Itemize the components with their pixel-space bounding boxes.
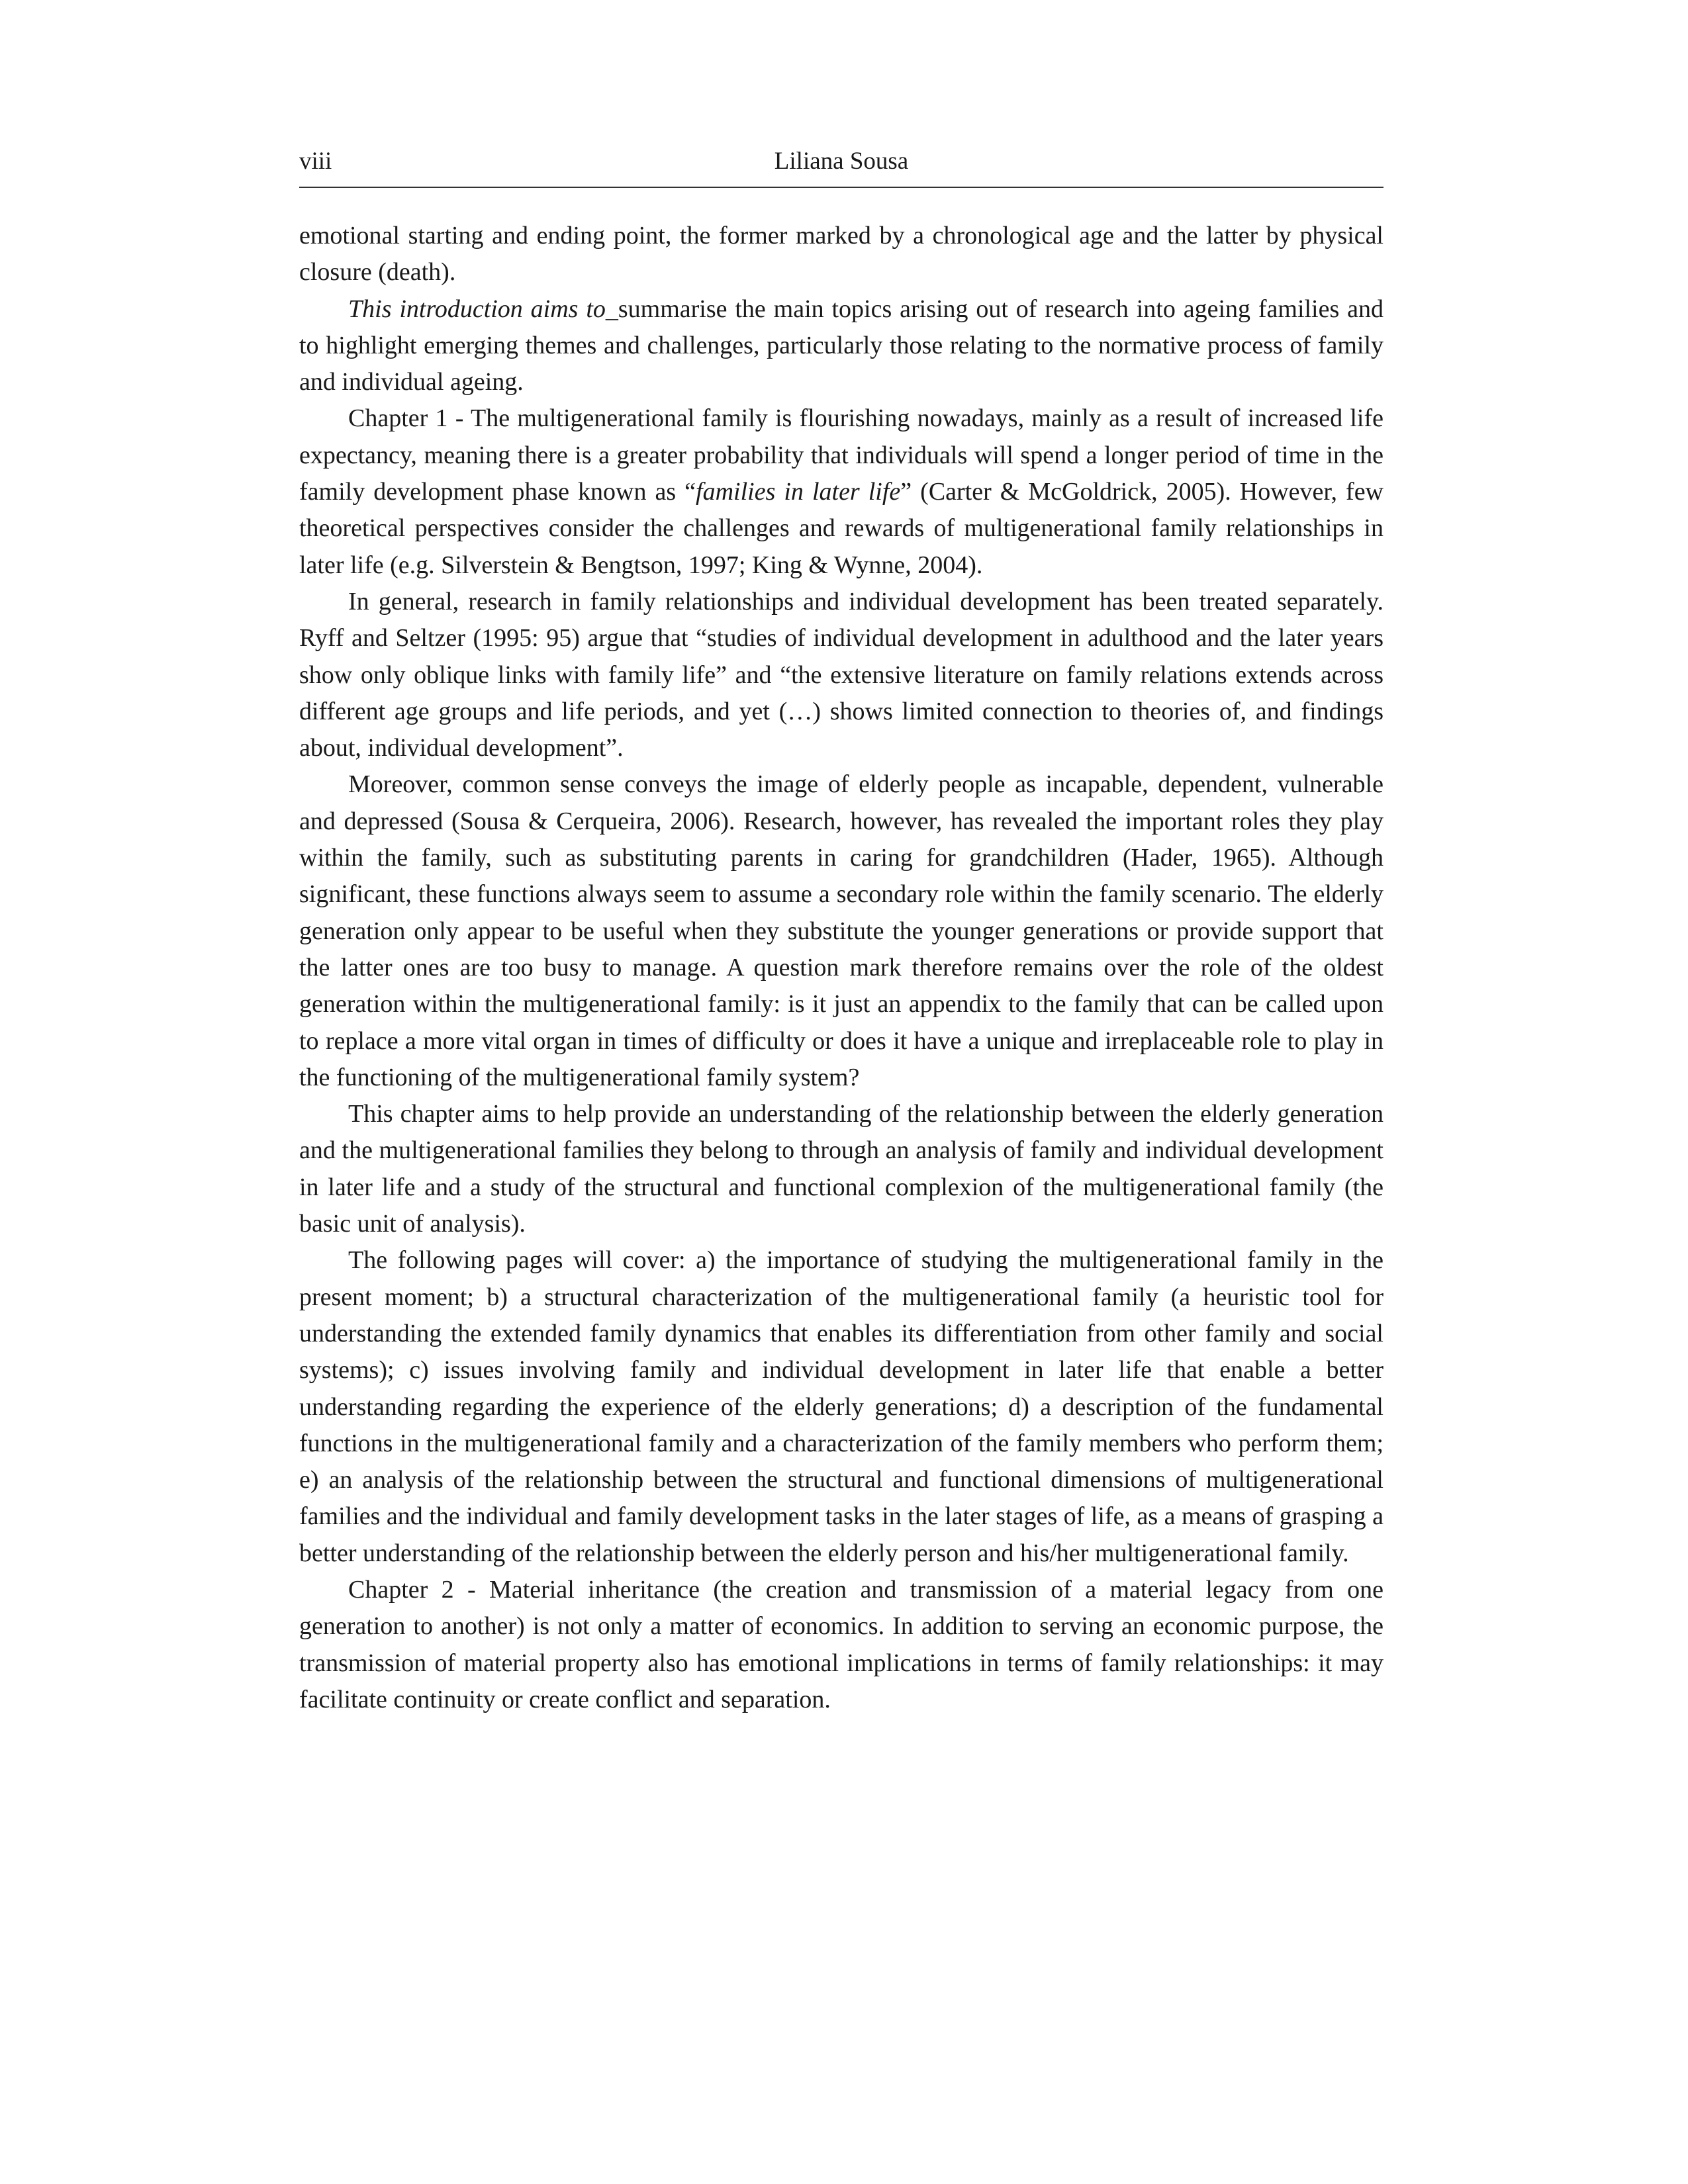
italic-lead-phrase: This introduction aims to	[348, 295, 606, 323]
paragraph-following-pages: The following pages will cover: a) the importance of studying the multigenerational family in the present moment; b) a structural characterization of the multigenerational family (a heuristic tool for understanding the extended family dynamics that enables its differentiation from other family and social systems); c) issues involving family and individual development in later life that enable a better understanding regarding the experience of the elderly generations; d) a description of the fundamental functions in the multigenerational family and a characterization of the family members who perform them; e) an analysis of the relationship between the structural and functional dimensions of multigenerational families and the individual and family development tasks in the later stages of life, as a means of grasping a better understanding of the relationship between the elderly person and his/her multigenerational family.	[299, 1246, 1383, 1567]
paragraph-text: Chapter 1 - The multigenerational family is flourishing nowadays, mainly as a result of increased life expectancy, meaning there is a greater probability that individuals will spend a longer period of time in the family development phase known as “	[299, 404, 1383, 506]
paragraph-common-sense: Moreover, common sense conveys the image of elderly people as incapable, dependent, vulnerable and depressed (Sousa & Cerqueira, 2006). Research, however, has revealed the important roles they play within the family, such as substituting parents in caring for grandchildren (Hader, 1965). Although significant, these functions always seem to assume a secondary role within the family scenario. The elderly generation only appear to be useful when they substitute the younger generations or provide support that the latter ones are too busy to manage. A question mark therefore remains over the role of the oldest generation within the multigenerational family: is it just an appendix to the family that can be called upon to replace a more vital organ in times of difficulty or does it have a unique and irreplaceable role to play in the functioning of the multigenerational family system?	[299, 770, 1383, 1091]
paragraph-text: summarise the main topics arising out of research into ageing families and to highlight emerging themes and challenges, particularly those relating to the normative process of family and individual ageing.	[299, 295, 1383, 396]
page-number: viii	[299, 148, 332, 175]
paragraph-chapter-2: Chapter 2 - Material inheritance (the creation and transmission of a material legacy from one generation to another) is not only a matter of economics. In addition to serving an economic purpose, the transmission of material property also has emotional implications in terms of family relationships: it may facilitate continuity or create conflict and separation.	[299, 1575, 1383, 1713]
paragraph-research-relationships: In general, research in family relationships and individual development has been treated separately. Ryff and Seltzer (1995: 95) argue that “studies of individual development in adulthood and the later years show only oblique links with family life” and “the extensive literature on family relations extends across different age groups and life periods, and yet (…) shows limited connection to theories of, and findings about, individual development”.	[299, 587, 1383, 762]
header-rule	[299, 187, 1383, 188]
paragraph-introduction-aim	[299, 291, 1383, 401]
running-head	[299, 142, 1383, 181]
italic-phrase: families in later life	[696, 478, 901, 506]
book-page	[299, 142, 1383, 1713]
body-text	[299, 218, 1383, 1718]
paragraph-chapter-aims: This chapter aims to help provide an understanding of the relationship between the elderly generation and the multigenerational families they belong to through an analysis of family and individual development in later life and a study of the structural and functional complexion of the multigenerational family (the basic unit of analysis).	[299, 1100, 1383, 1238]
stray-underscore: _	[605, 295, 618, 323]
running-title: Liliana Sousa	[774, 148, 909, 175]
paragraph-text: ” (Carter & McGoldrick, 2005). However, few theoretical perspectives consider the challenges and rewards of multigenerational family relationships in later life (e.g. Silverstein & Bengtson, 1997; King & Wynne, 2004).	[299, 478, 1383, 579]
paragraph-continuation: emotional starting and ending point, the former marked by a chronological age and the latter by physical closure (death).	[299, 222, 1383, 287]
paragraph-chapter-1	[299, 400, 1383, 583]
